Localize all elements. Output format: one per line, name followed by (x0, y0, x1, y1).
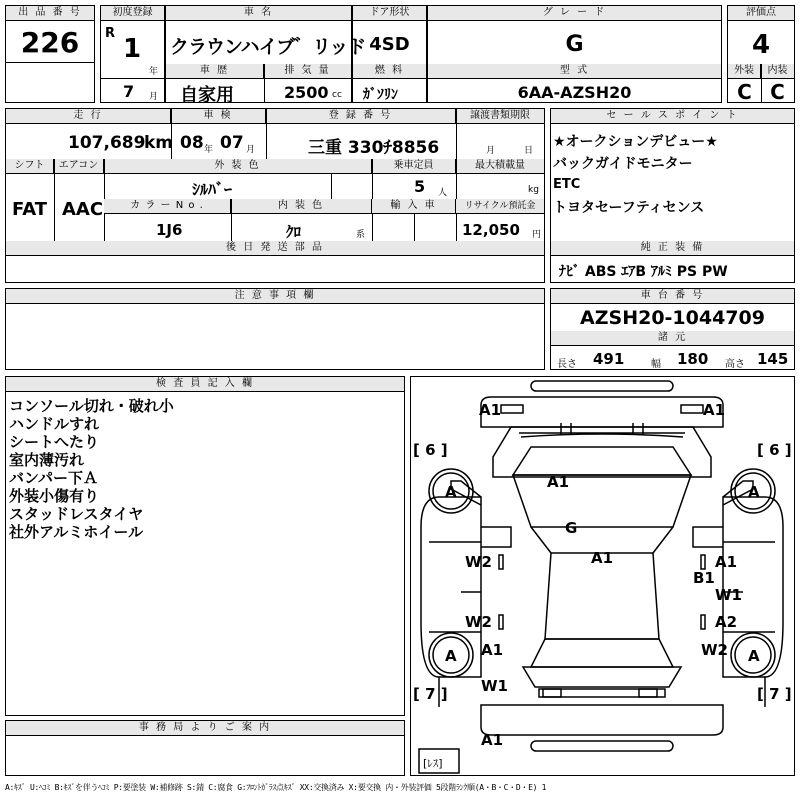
inspector-line: コンソール切れ・破れ小 (9, 397, 174, 415)
air-conditioner: AAC (62, 199, 104, 220)
inspector-line: 外装小傷有り (9, 487, 100, 505)
inspection-month: 07 (220, 133, 244, 153)
recycle-unit: 円 (532, 230, 542, 240)
car-name-label: 車 名 (166, 6, 351, 21)
interior-color: ｸﾛ (286, 223, 302, 241)
interior-unit: 系 (356, 230, 366, 240)
capacity-label: 乗車定員 (372, 159, 456, 174)
damage-code: A (748, 647, 760, 665)
damage-code: A1 (547, 473, 570, 491)
import-label: 輸 入 車 (372, 199, 456, 214)
length-label: 長さ (557, 359, 577, 370)
notes-box (5, 288, 545, 370)
height-label: 高さ (725, 359, 745, 370)
inspector-line: バンパー下Ａ (9, 469, 98, 487)
notes-label: 注 意 事 項 欄 (6, 289, 544, 304)
tire-rear-left: [ 7 ] (413, 685, 448, 703)
ext-label: 外装 (728, 64, 761, 79)
lot-box (5, 5, 95, 103)
damage-code: A (748, 483, 760, 501)
color-number: 1J6 (156, 221, 183, 239)
recycle-label: リサイクル預託金 (456, 199, 544, 214)
damage-code: A2 (715, 613, 738, 631)
inspector-box (5, 376, 405, 716)
inspection-label: 車 検 (171, 109, 266, 124)
damage-code: A1 (715, 553, 738, 571)
mileage-unit: km (144, 133, 174, 153)
sales-point-box (550, 108, 795, 283)
plate-label: 登 録 番 号 (266, 109, 456, 124)
chassis-box (550, 288, 795, 370)
tire-front-left: [ 6 ] (413, 441, 448, 459)
inspection-month-unit: 月 (246, 145, 256, 155)
mileage: 107,689 (68, 133, 146, 153)
reg-month: 7 (123, 82, 135, 101)
legend: A:ｷｽﾞ U:ﾍｺﾐ B:ｷｽﾞを伴うﾍｺﾐ P:要塗装 W:補修跡 S:錆 C:腐食 G:ﾌﾛﾝﾄｶﾞﾗｽ点ｷｽﾞ XX:交換済み X:要交換 内・外装評価 5段階ﾗﾝｸ順(A・B・C・D・E) 1 (5, 783, 547, 792)
int-grade: C (770, 80, 785, 104)
displacement-unit: cc (332, 90, 342, 100)
history: 自家用 (180, 85, 234, 106)
fuel: ｶﾞｿﾘﾝ (363, 87, 398, 103)
year-unit: 年 (149, 67, 159, 77)
damage-code: W2 (465, 553, 492, 571)
inspection-year: 08 (180, 133, 204, 153)
inspector-line: シートへたり (9, 433, 100, 451)
model: 6AA-AZSH20 (517, 83, 632, 102)
detail-box (5, 108, 545, 283)
damage-code: A (445, 647, 457, 665)
tire-rear-right: [ 7 ] (757, 685, 792, 703)
chassis-label: 車 台 番 号 (551, 289, 794, 304)
grade-label: グ レ ー ド (428, 6, 721, 21)
inspector-line: スタッドレスタイヤ (9, 505, 144, 523)
ext-grade: C (737, 80, 752, 104)
office-box (5, 720, 405, 776)
shift-label: シフト (6, 159, 54, 174)
capacity: 5 (414, 177, 426, 196)
recycle-fee: 12,050 (462, 221, 520, 239)
displacement-label: 排 気 量 (264, 64, 351, 79)
width: 180 (677, 350, 709, 368)
width-label: 幅 (651, 359, 661, 370)
damage-code: A1 (703, 401, 726, 419)
sales-line: ETC (553, 177, 581, 192)
first-reg-box (100, 5, 165, 103)
damage-code: A1 (481, 731, 504, 749)
spare-tire: [ﾚｽ] (423, 757, 443, 770)
car-diagram (411, 377, 794, 775)
era: R (105, 26, 116, 41)
damage-code: A1 (479, 401, 502, 419)
first-reg-label: 初度登録 (101, 6, 164, 21)
ac-label: エアコン (54, 159, 104, 174)
damage-code: A1 (481, 641, 504, 659)
interior-label: 内 装 色 (231, 199, 372, 214)
chassis-number: AZSH20-1044709 (580, 307, 765, 329)
exterior-color: ｼﾙﾊﾞｰ (192, 180, 233, 199)
sales-line: トヨタセーフティセンス (553, 200, 705, 216)
damage-code: B1 (693, 569, 715, 587)
damage-code: W1 (481, 677, 508, 695)
damage-code: W1 (715, 586, 742, 604)
score-label: 評価点 (728, 6, 794, 21)
load-label: 最大積載量 (456, 159, 544, 174)
equipment-label: 純 正 装 備 (551, 241, 794, 256)
inspector-line: 社外アルミホイール (9, 523, 144, 541)
lot-number: 226 (20, 26, 80, 59)
sales-line: ★オークションデビュー★ (553, 134, 718, 150)
damage-code: A (445, 483, 457, 501)
equipment: ﾅﾋﾞ ABS ｴｱB ｱﾙﾐ PS PW (559, 264, 728, 280)
load-unit: kg (528, 185, 539, 195)
score-box (727, 5, 795, 103)
damage-code: W2 (465, 613, 492, 631)
office-label: 事 務 局 よ り ご 案 内 (6, 721, 404, 736)
length: 491 (593, 350, 625, 368)
mileage-label: 走 行 (6, 109, 171, 124)
lot-label: 出 品 番 号 (6, 6, 94, 21)
door-label: ドア形状 (353, 6, 426, 21)
transfer-month: 月 (486, 146, 496, 156)
inspector-label: 検 査 員 記 入 欄 (6, 377, 404, 392)
model-label: 型 式 (428, 64, 721, 79)
int-label: 内装 (761, 64, 794, 79)
grade: G (565, 32, 584, 57)
transfer-day: 日 (524, 146, 534, 156)
door-type: 4SD (369, 34, 410, 55)
color-no-label: カ ラ ー N o . (104, 199, 231, 214)
damage-code: G (565, 519, 578, 537)
fuel-label: 燃 料 (353, 64, 426, 79)
height: 145 (757, 350, 789, 368)
car-name-box (165, 5, 366, 106)
sales-line: バックガイドモニター (553, 156, 693, 172)
history-label: 車 歴 (166, 64, 264, 79)
grade-box (427, 5, 722, 103)
shift: FAT (12, 199, 48, 220)
door-box (352, 5, 427, 103)
score: 4 (751, 30, 771, 60)
sales-point-label: セ ー ル ス ポ イ ン ト (551, 109, 794, 124)
damage-code: W2 (701, 641, 728, 659)
inspector-line: ハンドルすれ (9, 415, 100, 433)
color-label: 外 装 色 (104, 159, 372, 174)
tire-front-right: [ 6 ] (757, 441, 792, 459)
spec-label: 諸 元 (551, 331, 794, 346)
inspector-line: 室内薄汚れ (9, 451, 85, 469)
later-parts-label: 後 日 発 送 部 品 (6, 241, 544, 256)
damage-code: A1 (591, 549, 614, 567)
inspection-year-unit: 年 (204, 145, 214, 155)
plate-number: 三重 330ﾁ8856 (308, 138, 440, 158)
displacement: 2500 (284, 83, 329, 102)
reg-year: 1 (123, 34, 142, 64)
damage-diagram-box (410, 376, 795, 776)
month-unit: 月 (149, 92, 159, 102)
capacity-unit: 人 (438, 188, 448, 198)
car-name: クラウンハイブ゛リッド (170, 36, 366, 58)
transfer-label: 譲渡書類期限 (456, 109, 544, 124)
